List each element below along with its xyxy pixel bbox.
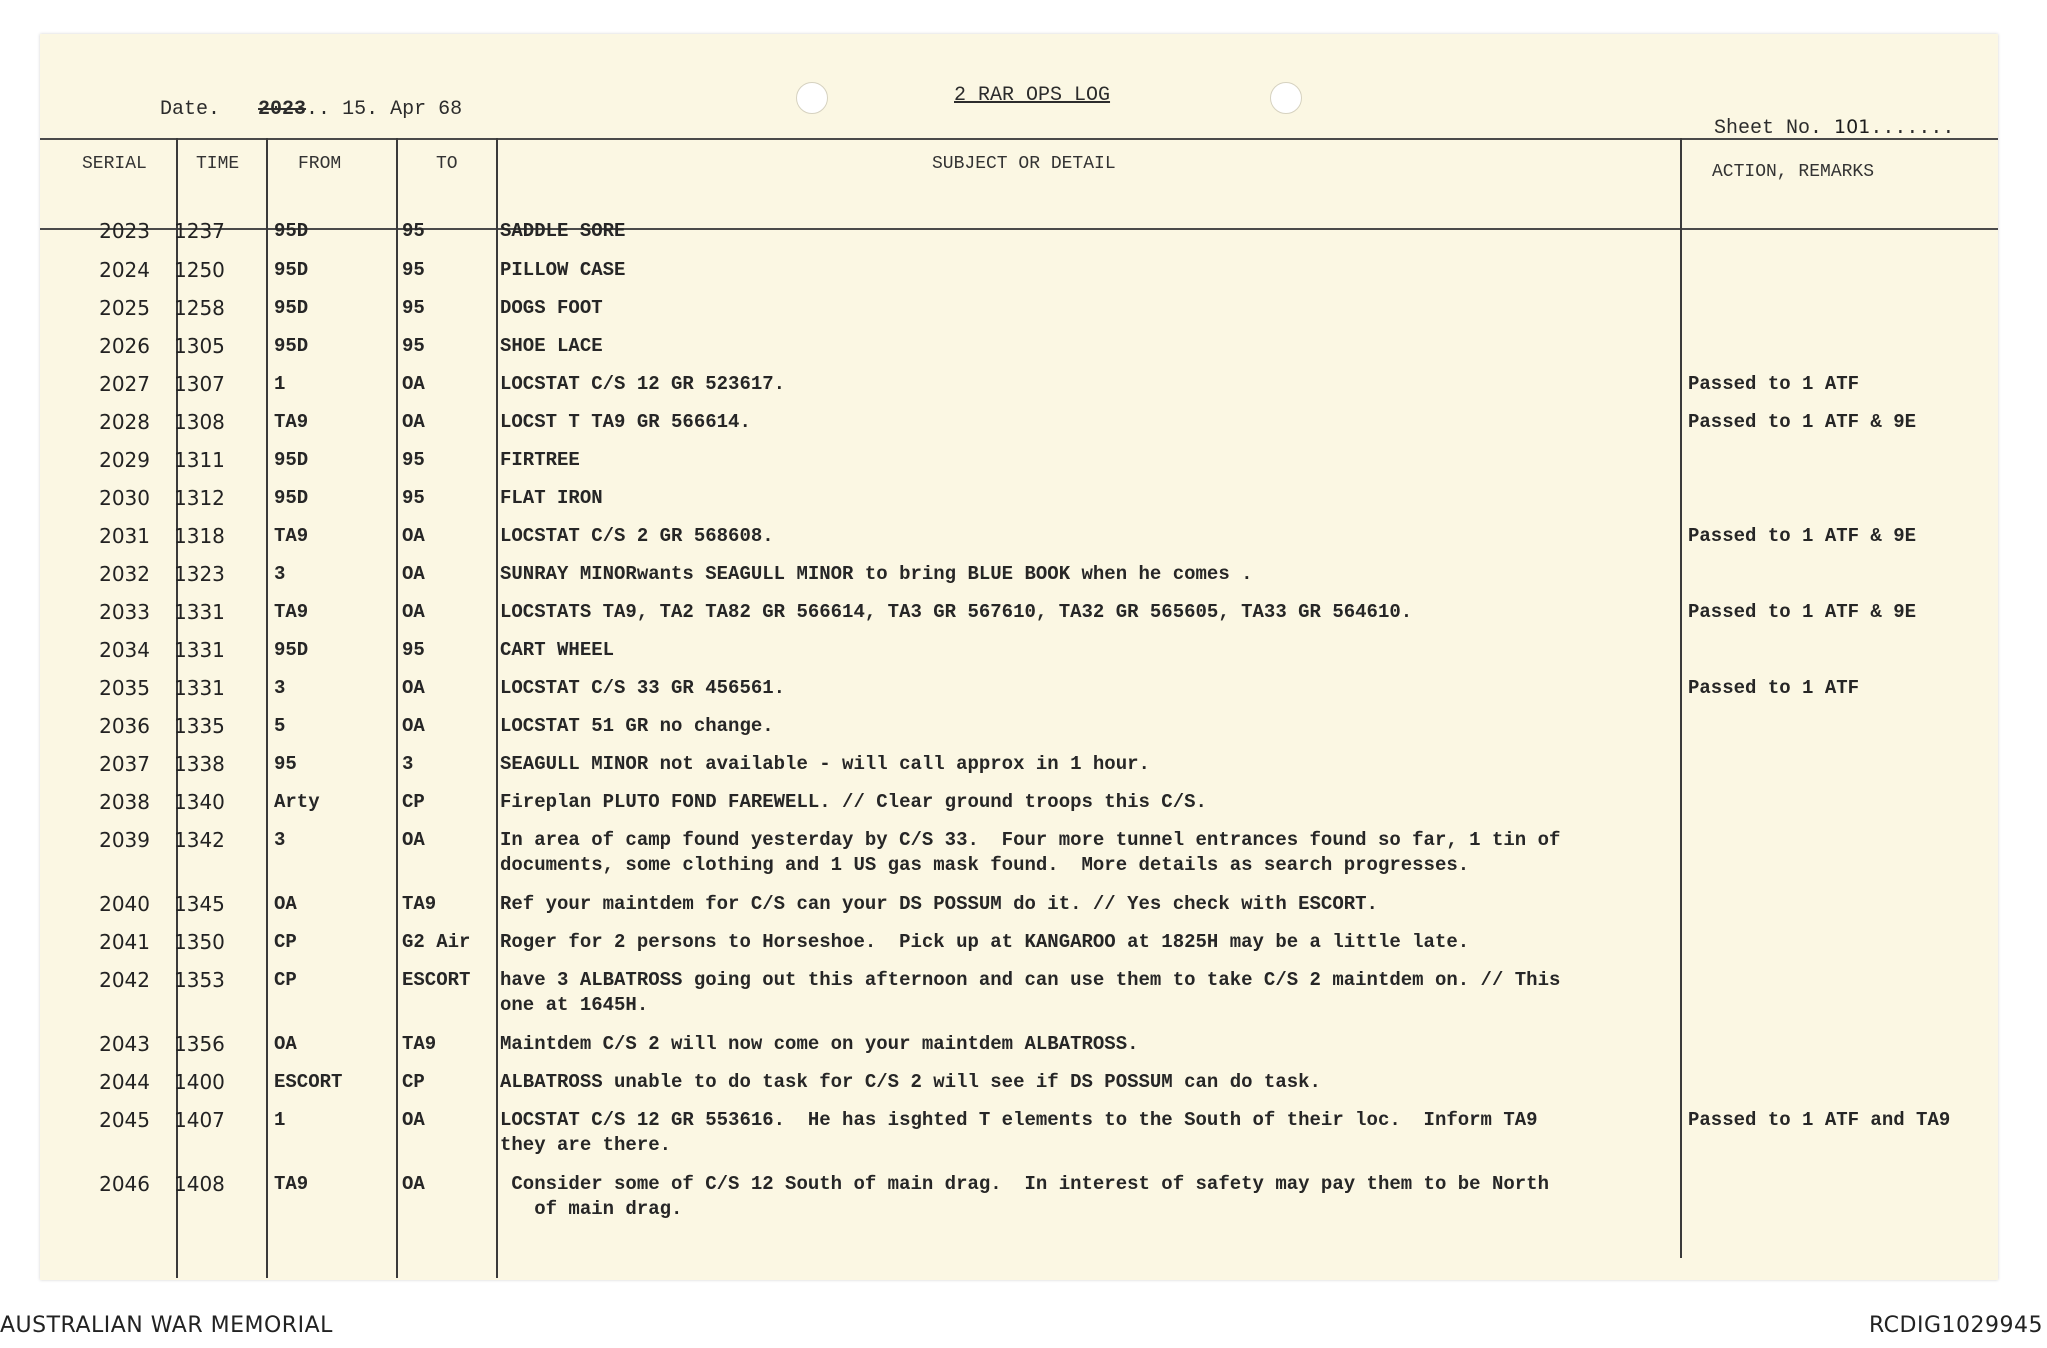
to-cell: 95 <box>402 335 425 357</box>
col-time: TIME <box>196 154 240 174</box>
subject-cell: LOCSTAT C/S 12 GR 553616. He has isghted T elements to the South of their loc. Inform TA9 they are there. <box>500 1109 1538 1156</box>
from-cell: 95D <box>274 449 309 471</box>
serial-cell: 2035 <box>99 676 150 700</box>
divider-from-to <box>396 138 398 1278</box>
subject-cell: DOGS FOOT <box>500 297 603 319</box>
serial-cell: 2036 <box>99 714 150 738</box>
serial-cell: 2026 <box>99 334 150 358</box>
serial-cell: 2032 <box>99 562 150 586</box>
from-cell: 3 <box>274 563 286 585</box>
action-cell: Passed to 1 ATF & 9E <box>1688 411 1917 433</box>
from-cell: 95D <box>274 335 309 357</box>
subject-cell: LOCSTAT 51 GR no change. <box>500 715 774 737</box>
to-cell: 3 <box>402 753 414 775</box>
time-cell: 1331 <box>174 676 225 700</box>
time-cell: 1331 <box>174 638 225 662</box>
to-cell: G2 Air <box>402 931 471 953</box>
to-cell: CP <box>402 1071 425 1093</box>
from-cell: Arty <box>274 791 320 813</box>
divider-to-subject <box>496 138 498 1278</box>
to-cell: 95 <box>402 449 425 471</box>
from-cell: TA9 <box>274 411 309 433</box>
serial-cell: 2033 <box>99 600 150 624</box>
footer-reference: RCDIG1029945 <box>1868 1313 2043 1338</box>
serial-cell: 2041 <box>99 930 150 954</box>
to-cell: OA <box>402 677 425 699</box>
sheet-label: Sheet No. <box>1714 117 1823 140</box>
to-cell: OA <box>402 563 425 585</box>
time-cell: 1311 <box>174 448 225 472</box>
page-title: 2 RAR OPS LOG <box>954 84 1111 107</box>
time-cell: 1345 <box>174 892 225 916</box>
subject-cell: SADDLE SORE <box>500 220 626 242</box>
from-cell: 5 <box>274 715 286 737</box>
serial-cell: 2042 <box>99 968 150 992</box>
to-cell: 95 <box>402 639 425 661</box>
from-cell: 95D <box>274 487 309 509</box>
to-cell: CP <box>402 791 425 813</box>
time-cell: 1312 <box>174 486 225 510</box>
serial-cell: 2025 <box>99 296 150 320</box>
date-struck-text: 2023 <box>258 98 307 121</box>
action-cell: Passed to 1 ATF <box>1688 373 1860 395</box>
to-cell: OA <box>402 373 425 395</box>
log-sheet <box>40 34 1998 1280</box>
from-cell: 95D <box>274 639 309 661</box>
from-cell: OA <box>274 893 297 915</box>
serial-cell: 2045 <box>99 1108 150 1132</box>
divider-time-from <box>266 138 268 1278</box>
from-cell: 1 <box>274 373 286 395</box>
to-cell: 95 <box>402 487 425 509</box>
to-cell: OA <box>402 1173 425 1195</box>
subject-cell: LOCSTAT C/S 12 GR 523617. <box>500 373 786 395</box>
time-cell: 1307 <box>174 372 225 396</box>
subject-cell: Maintdem C/S 2 will now come on your maintdem ALBATROSS. <box>500 1033 1139 1055</box>
punch-hole-left <box>796 82 828 114</box>
date-value: 15. Apr 68 <box>342 98 463 121</box>
action-cell: Passed to 1 ATF <box>1688 677 1860 699</box>
col-action: ACTION, REMARKS <box>1712 162 1875 182</box>
serial-cell: 2044 <box>99 1070 150 1094</box>
col-from: FROM <box>298 154 342 174</box>
to-cell: OA <box>402 1109 425 1131</box>
serial-cell: 2023 <box>99 219 150 243</box>
divider-subject-action <box>1680 138 1682 1258</box>
time-cell: 1350 <box>174 930 225 954</box>
date-label: Date. <box>160 98 221 121</box>
action-cell: Passed to 1 ATF & 9E <box>1688 525 1917 547</box>
serial-cell: 2038 <box>99 790 150 814</box>
to-cell: 95 <box>402 297 425 319</box>
from-cell: 95D <box>274 259 309 281</box>
serial-cell: 2046 <box>99 1172 150 1196</box>
time-cell: 1331 <box>174 600 225 624</box>
to-cell: OA <box>402 601 425 623</box>
subject-cell: FIRTREE <box>500 449 580 471</box>
time-cell: 1258 <box>174 296 225 320</box>
subject-cell: Roger for 2 persons to Horseshoe. Pick up at KANGAROO at 1825H may be a little late. <box>500 931 1470 953</box>
punch-hole-right <box>1270 82 1302 114</box>
serial-cell: 2030 <box>99 486 150 510</box>
from-cell: 95D <box>274 297 309 319</box>
to-cell: TA9 <box>402 1033 437 1055</box>
date-field: Date. 2023.. 15. Apr 68 <box>160 98 463 121</box>
from-cell: 95 <box>274 753 297 775</box>
time-cell: 1408 <box>174 1172 225 1196</box>
col-to: TO <box>436 154 458 174</box>
footer-credit: AUSTRALIAN WAR MEMORIAL <box>0 1313 333 1338</box>
sheet-number: 101 <box>1834 116 1871 138</box>
time-cell: 1323 <box>174 562 225 586</box>
time-cell: 1318 <box>174 524 225 548</box>
time-cell: 1335 <box>174 714 225 738</box>
to-cell: 95 <box>402 220 425 242</box>
to-cell: OA <box>402 829 425 851</box>
serial-cell: 2029 <box>99 448 150 472</box>
time-cell: 1305 <box>174 334 225 358</box>
subject-cell: SUNRAY MINORwants SEAGULL MINOR to bring BLUE BOOK when he comes . <box>500 563 1253 585</box>
serial-cell: 2043 <box>99 1032 150 1056</box>
subject-cell: LOCSTAT C/S 33 GR 456561. <box>500 677 786 699</box>
to-cell: OA <box>402 525 425 547</box>
time-cell: 1340 <box>174 790 225 814</box>
subject-cell: PILLOW CASE <box>500 259 626 281</box>
from-cell: CP <box>274 931 297 953</box>
serial-cell: 2037 <box>99 752 150 776</box>
subject-cell: SEAGULL MINOR not available - will call approx in 1 hour. <box>500 753 1150 775</box>
column-header-row <box>40 138 1998 230</box>
from-cell: 3 <box>274 677 286 699</box>
serial-cell: 2039 <box>99 828 150 852</box>
serial-cell: 2024 <box>99 258 150 282</box>
subject-cell: Fireplan PLUTO FOND FAREWELL. // Clear ground troops this C/S. <box>500 791 1207 813</box>
to-cell: OA <box>402 715 425 737</box>
subject-cell: Ref your maintdem for C/S can your DS POSSUM do it. // Yes check with ESCORT. <box>500 893 1378 915</box>
serial-cell: 2034 <box>99 638 150 662</box>
subject-cell: ALBATROSS unable to do task for C/S 2 will see if DS POSSUM can do task. <box>500 1071 1321 1093</box>
action-cell: Passed to 1 ATF and TA9 <box>1688 1109 1951 1131</box>
time-cell: 1342 <box>174 828 225 852</box>
from-cell: TA9 <box>274 525 309 547</box>
subject-cell: Consider some of C/S 12 South of main drag. In interest of safety may pay them to be North of main drag. <box>511 1173 1549 1220</box>
serial-cell: 2040 <box>99 892 150 916</box>
col-serial: SERIAL <box>82 154 147 174</box>
serial-cell: 2027 <box>99 372 150 396</box>
to-cell: OA <box>402 411 425 433</box>
time-cell: 1407 <box>174 1108 225 1132</box>
time-cell: 1353 <box>174 968 225 992</box>
to-cell: ESCORT <box>402 969 471 991</box>
subject-cell: In area of camp found yesterday by C/S 33. Four more tunnel entrances found so far, 1 tin of documents, some clothing and 1 US gas mask found. More details as search progresses. <box>500 829 1561 876</box>
from-cell: CP <box>274 969 297 991</box>
from-cell: 95D <box>274 220 309 242</box>
time-cell: 1400 <box>174 1070 225 1094</box>
sheet-number-field: Sheet No. 101....... <box>1714 116 1955 140</box>
from-cell: ESCORT <box>274 1071 343 1093</box>
subject-cell: FLAT IRON <box>500 487 603 509</box>
time-cell: 1308 <box>174 410 225 434</box>
from-cell: TA9 <box>274 1173 309 1195</box>
time-cell: 1237 <box>174 219 225 243</box>
serial-cell: 2031 <box>99 524 150 548</box>
subject-cell: LOCSTATS TA9, TA2 TA82 GR 566614, TA3 GR 567610, TA32 GR 565605, TA33 GR 564610. <box>500 601 1413 623</box>
action-cell: Passed to 1 ATF & 9E <box>1688 601 1917 623</box>
subject-cell: have 3 ALBATROSS going out this afternoon and can use them to take C/S 2 maintdem on. // This one at 1645H. <box>500 969 1561 1016</box>
time-cell: 1250 <box>174 258 225 282</box>
to-cell: TA9 <box>402 893 437 915</box>
to-cell: 95 <box>402 259 425 281</box>
subject-cell: LOCSTAT C/S 2 GR 568608. <box>500 525 774 547</box>
time-cell: 1356 <box>174 1032 225 1056</box>
from-cell: 1 <box>274 1109 286 1131</box>
subject-cell: CART WHEEL <box>500 639 615 661</box>
serial-cell: 2028 <box>99 410 150 434</box>
subject-cell: LOCST T TA9 GR 566614. <box>500 411 751 433</box>
from-cell: 3 <box>274 829 286 851</box>
col-subject: SUBJECT OR DETAIL <box>932 154 1116 174</box>
from-cell: TA9 <box>274 601 309 623</box>
subject-cell: SHOE LACE <box>500 335 603 357</box>
time-cell: 1338 <box>174 752 225 776</box>
from-cell: OA <box>274 1033 297 1055</box>
